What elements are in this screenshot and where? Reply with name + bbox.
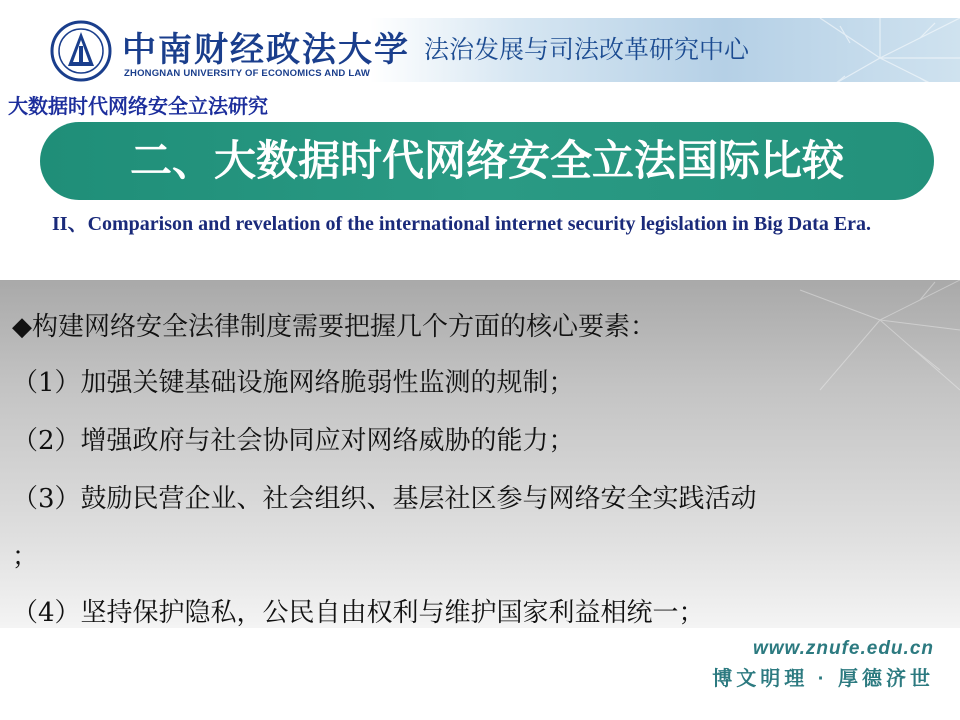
title-banner bbox=[40, 122, 934, 200]
list-item-continuation: ； bbox=[12, 542, 39, 572]
project-title: 大数据时代网络安全立法研究 bbox=[8, 96, 268, 118]
footer-motto: 博文明理 · 厚德济世 bbox=[712, 668, 934, 690]
frost-decoration-icon bbox=[760, 18, 960, 98]
list-item: （3）鼓励民营企业、社会组织、基层社区参与网络安全实践活动 bbox=[12, 484, 757, 514]
university-emblem-icon bbox=[50, 20, 112, 82]
list-item-heading: ◆构建网络安全法律制度需要把握几个方面的核心要素： bbox=[12, 312, 656, 342]
university-name-cn: 中南财经政法大学 bbox=[122, 30, 410, 70]
university-name-en: ZHONGNAN UNIVERSITY OF ECONOMICS AND LAW bbox=[124, 68, 371, 79]
footer-website: www.znufe.edu.cn bbox=[752, 638, 934, 659]
list-item: （4）坚持保护隐私，公民自由权利与维护国家利益相统一； bbox=[12, 598, 705, 628]
slide-subtitle: II、Comparison and revelation of the international internet security legislation in Big Data Era. bbox=[52, 213, 872, 235]
slide-title: 二、大数据时代网络安全立法国际比较 bbox=[129, 137, 844, 184]
university-logo bbox=[50, 20, 410, 82]
research-center-name: 法治发展与司法改革研究中心 bbox=[424, 35, 750, 64]
frost-decoration-icon bbox=[700, 280, 960, 400]
list-item: （1）加强关键基础设施网络脆弱性监测的规制； bbox=[12, 368, 575, 398]
list-item: （2）增强政府与社会协同应对网络威胁的能力； bbox=[12, 426, 575, 456]
